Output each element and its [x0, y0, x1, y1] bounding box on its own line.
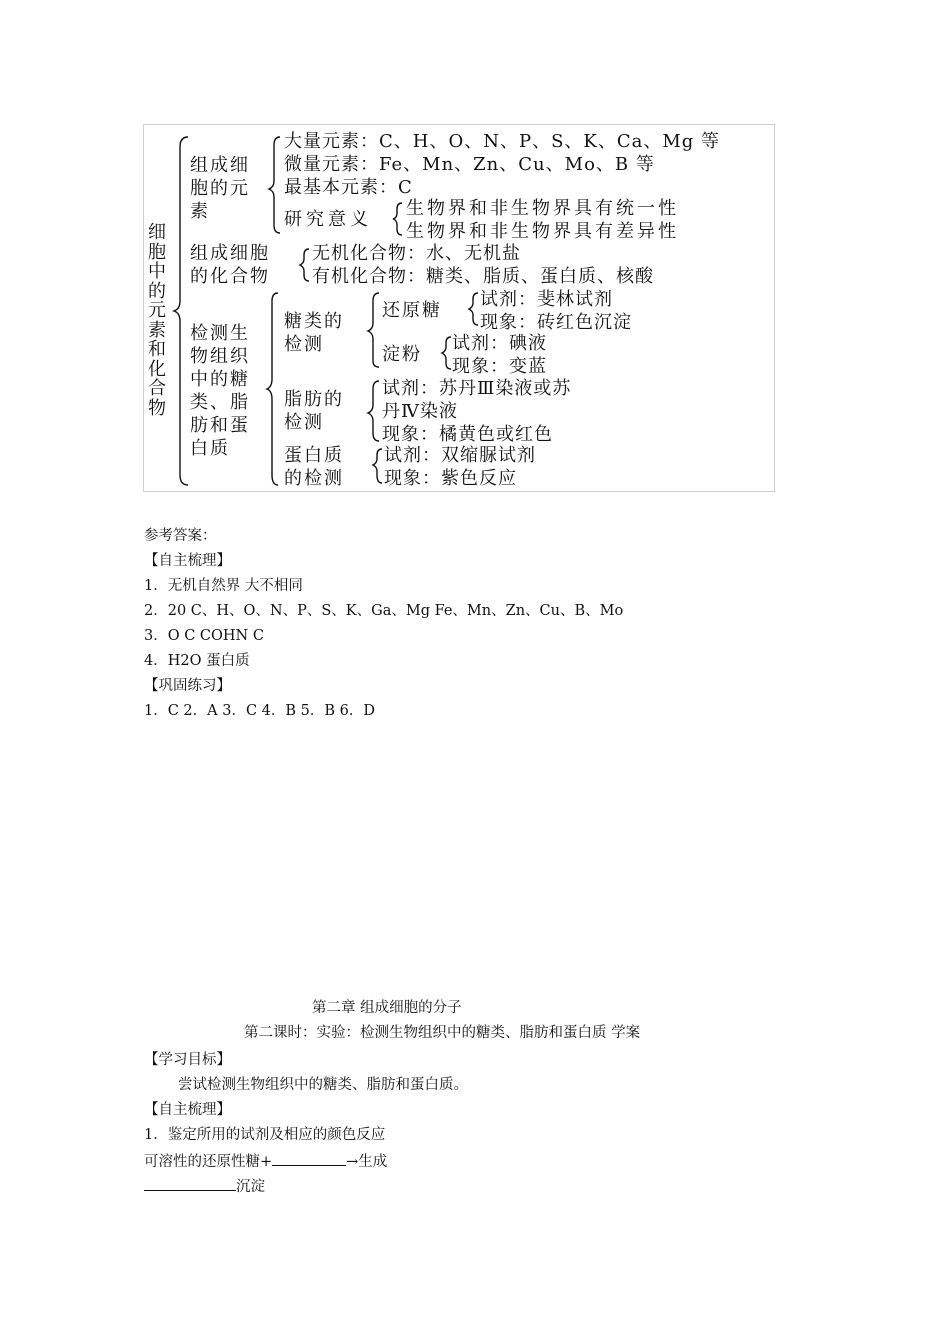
goals-heading: 【学习目标】	[144, 1052, 231, 1068]
elements-label-3: 素	[190, 201, 210, 222]
elements-brace	[269, 137, 280, 233]
fat-brace	[368, 381, 379, 441]
protein-phenomenon: 现象：紫色反应	[384, 468, 517, 489]
practice-answers: 1．C 2．A 3．C 4．B 5．B 6．D	[144, 703, 375, 719]
precipitate-line	[144, 1175, 265, 1197]
significance-brace	[393, 203, 402, 235]
starch-brace	[442, 337, 451, 369]
chapter-title: 第二章 组成细胞的分子	[312, 1000, 462, 1016]
elements-label-2: 胞的元	[190, 178, 250, 199]
sugar-line-prefix: 可溶性的还原性糖+	[144, 1154, 273, 1170]
reducing-sugar-brace	[469, 293, 478, 325]
fat-label-1: 脂肪的	[284, 389, 344, 410]
protein-reagent: 试剂：双缩脲试剂	[384, 445, 536, 466]
detect-label-3: 中的糖	[190, 369, 250, 390]
reducing-sugar-reagent: 试剂：斐林试剂	[480, 289, 613, 310]
unity-text: 生物界和非生物界具有统一性	[406, 198, 679, 219]
fat-reagent-line-2: 丹Ⅳ染液	[382, 401, 458, 422]
sugar-label-2: 检测	[284, 334, 324, 355]
basic-element: 最基本元素：C	[284, 177, 413, 198]
sugar-brace	[368, 293, 379, 367]
reducing-sugar-label: 还原糖	[382, 300, 442, 321]
root-brace	[174, 137, 188, 485]
fat-reagent-line-1: 试剂：苏丹Ⅲ染液或苏	[382, 378, 572, 399]
item-1: 1．鉴定所用的试剂及相应的颜色反应	[144, 1127, 386, 1143]
starch-phenomenon: 现象：变蓝	[452, 356, 547, 377]
reducing-sugar-phenomenon: 现象：砖红色沉淀	[480, 312, 632, 333]
root-label: 细胞中的元素和化合物	[148, 222, 166, 419]
concept-map-figure	[143, 124, 775, 492]
reagent-blank[interactable]	[272, 1150, 346, 1166]
fat-phenomenon: 现象：橘黄色或红色	[382, 424, 553, 445]
review-heading: 【自主梳理】	[144, 1102, 231, 1118]
trace-elements: 微量元素：Fe、Mn、Zn、Cu、Mo、B 等	[284, 154, 655, 175]
major-elements: 大量元素：C、H、O、N、P、S、K、Ca、Mg 等	[284, 131, 721, 152]
fat-label-2: 检测	[284, 412, 324, 433]
lesson-subtitle: 第二课时：实验：检测生物组织中的糖类、脂肪和蛋白质 学案	[244, 1025, 641, 1041]
answer-line-4: 4．H2O 蛋白质	[144, 653, 250, 669]
protein-brace	[373, 449, 382, 483]
answer-line-1: 1．无机自然界 大不相同	[144, 578, 303, 594]
color-blank[interactable]	[144, 1175, 236, 1191]
precipitate-label: 沉淀	[236, 1179, 265, 1195]
significance-label: 研究意义	[284, 209, 372, 230]
compounds-label-2: 的化合物	[190, 266, 270, 287]
protein-label-2: 的检测	[284, 468, 344, 489]
starch-label: 淀粉	[382, 344, 422, 365]
detection-brace	[267, 293, 278, 485]
detect-label-2: 物组织	[190, 346, 250, 367]
elements-label-1: 组成细	[190, 155, 250, 176]
detect-label-5: 肪和蛋	[190, 415, 250, 436]
organic-compounds: 有机化合物：糖类、脂质、蛋白质、核酸	[312, 266, 654, 287]
answer-line-2: 2．20 C、H、O、N、P、S、K、Ga、Mg Fe、Mn、Zn、Cu、B、Mo	[144, 603, 624, 619]
compounds-label-1: 组成细胞	[190, 243, 270, 264]
difference-text: 生物界和非生物界具有差异性	[406, 221, 679, 242]
sugar-label-1: 糖类的	[284, 311, 344, 332]
detect-label-6: 白质	[190, 438, 230, 459]
protein-label-1: 蛋白质	[284, 445, 344, 466]
answers-section-review: 【自主梳理】	[144, 553, 231, 569]
answer-line-3: 3．O C COHN C	[144, 628, 264, 644]
answers-heading: 参考答案：	[144, 528, 217, 544]
inorganic-compounds: 无机化合物：水、无机盐	[312, 243, 521, 264]
sugar-line-suffix: →生成	[346, 1154, 388, 1170]
compounds-brace	[300, 249, 309, 281]
learning-goal: 尝试检测生物组织中的糖类、脂肪和蛋白质。	[178, 1077, 468, 1093]
starch-reagent: 试剂：碘液	[452, 333, 547, 354]
answers-section-practice: 【巩固练习】	[144, 678, 231, 694]
detect-label-4: 类、脂	[190, 392, 250, 413]
detect-label-1: 检测生	[190, 323, 250, 344]
sugar-reagent-line	[144, 1150, 387, 1172]
